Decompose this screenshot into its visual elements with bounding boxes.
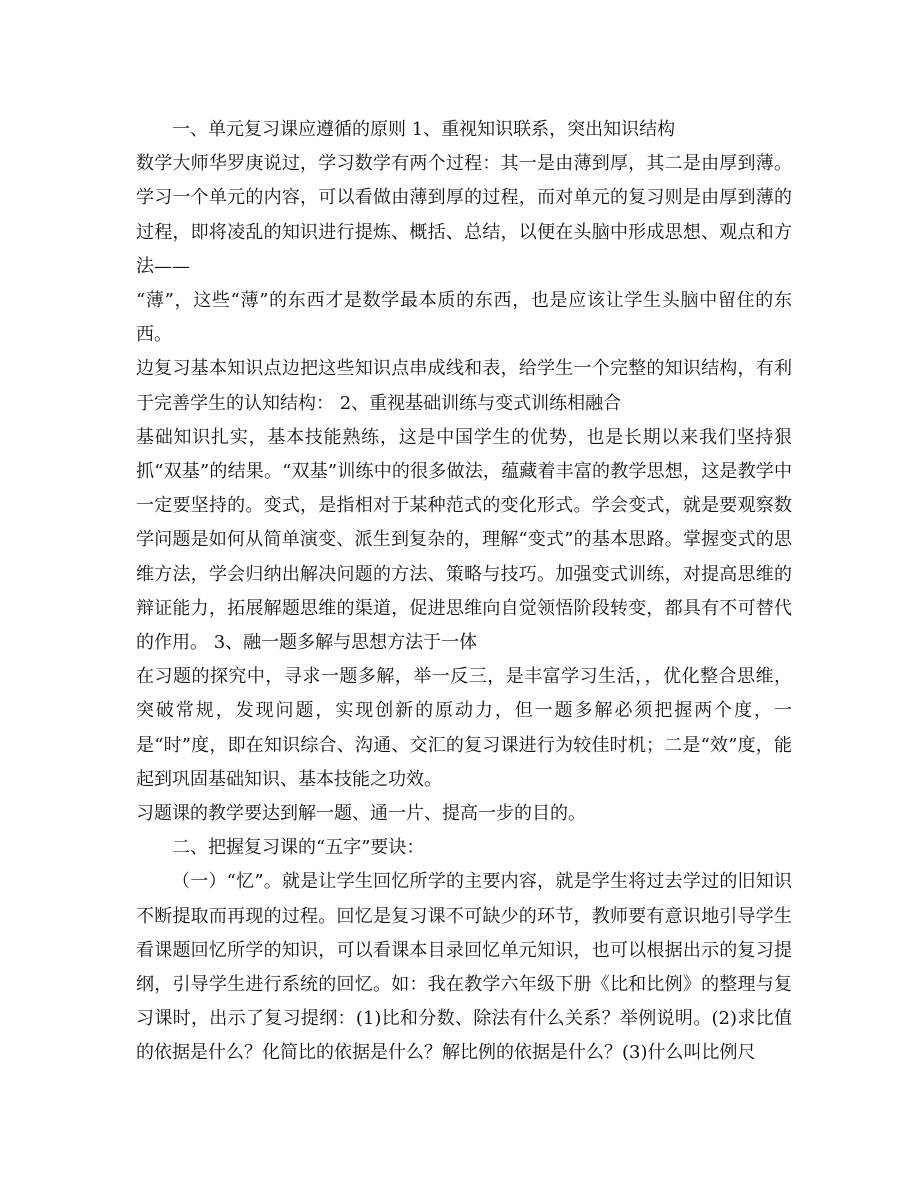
paragraph-hua-luogeng: 数学大师华罗庚说过，学习数学有两个过程：其一是由薄到厚，其二是由厚到薄。学习一个单元的内容，可以看做由薄到厚的过程，而对单元的复习则是由厚到薄的过程，即将凌乱的知识进行提炼、概括、总结，以便在头脑中形成思想、观点和方法—— bbox=[136, 153, 792, 277]
paragraph-exercise-goal: 习题课的教学要达到解一题、通一片、提高一步的目的。 bbox=[136, 803, 586, 825]
paragraph-variant-training: 基础知识扎实，基本技能熟练，这是中国学生的优势，也是长期以来我们坚持狠抓“双基”的结果。“双基”训练中的很多做法，蕴藏着丰富的教学思想，这是教学中一定要坚持的。变式，是指相对于某种范式的变化形式。学会变式，就是要观察数学问题是如何从简单演变、派生到复杂的，理解“变式”的基本思路。掌握变式的思维方法，学会归纳出解决问题的方法、策略与技巧。加强变式训练，对提高思维的辩证能力，拓展解题思维的渠道，促进思维向自觉领悟阶段转变，都具有不可替代的作用。 3、融一题多解与思想方法于一体 bbox=[136, 426, 792, 654]
section-heading-five-words: 二、把握复习课的“五字”要诀： bbox=[172, 837, 425, 859]
document-body bbox=[136, 113, 792, 1071]
section-heading-principles: 一、单元复习课应遵循的原则 1、重视知识联系，突出知识结构 bbox=[172, 119, 676, 140]
paragraph-recall: （一）“忆”。就是让学生回忆所学的主要内容，就是学生将过去学过的旧知识不断提取而再现的过程。回忆是复习课不可缺少的环节，教师要有意识地引导学生看课题回忆所学的知识，可以看课本目录回忆单元知识，也可以根据出示的复习提纲，引导学生进行系统的回忆。如：我在教学六年级下册《比和比例》的整理与复习课时，出示了复习提纲：(1)比和分数、除法有什么关系？举例说明。(2)求比值的依据是什么？化简比的依据是什么？解比例的依据是什么？(3)什么叫比例尺 bbox=[136, 871, 792, 1064]
paragraph-thin: “薄”，这些“薄”的东西才是数学最本质的东西，也是应该让学生头脑中留住的东西。 bbox=[136, 290, 792, 346]
paragraph-multiple-solutions: 在习题的探究中，寻求一题多解，举一反三，是丰富学习生活，，优化整合思维，突破常规，发现问题，实现创新的原动力，但一题多解必须把握两个度，一是“时”度，即在知识综合、沟通、交汇的复习课进行为较佳时机；二是“效”度，能起到巩固基础知识、基本技能之功效。 bbox=[136, 666, 792, 790]
paragraph-knowledge-structure: 边复习基本知识点边把这些知识点串成线和表，给学生一个完整的知识结构，有利于完善学生的认知结构： 2、重视基础训练与变式训练相融合 bbox=[136, 358, 792, 414]
